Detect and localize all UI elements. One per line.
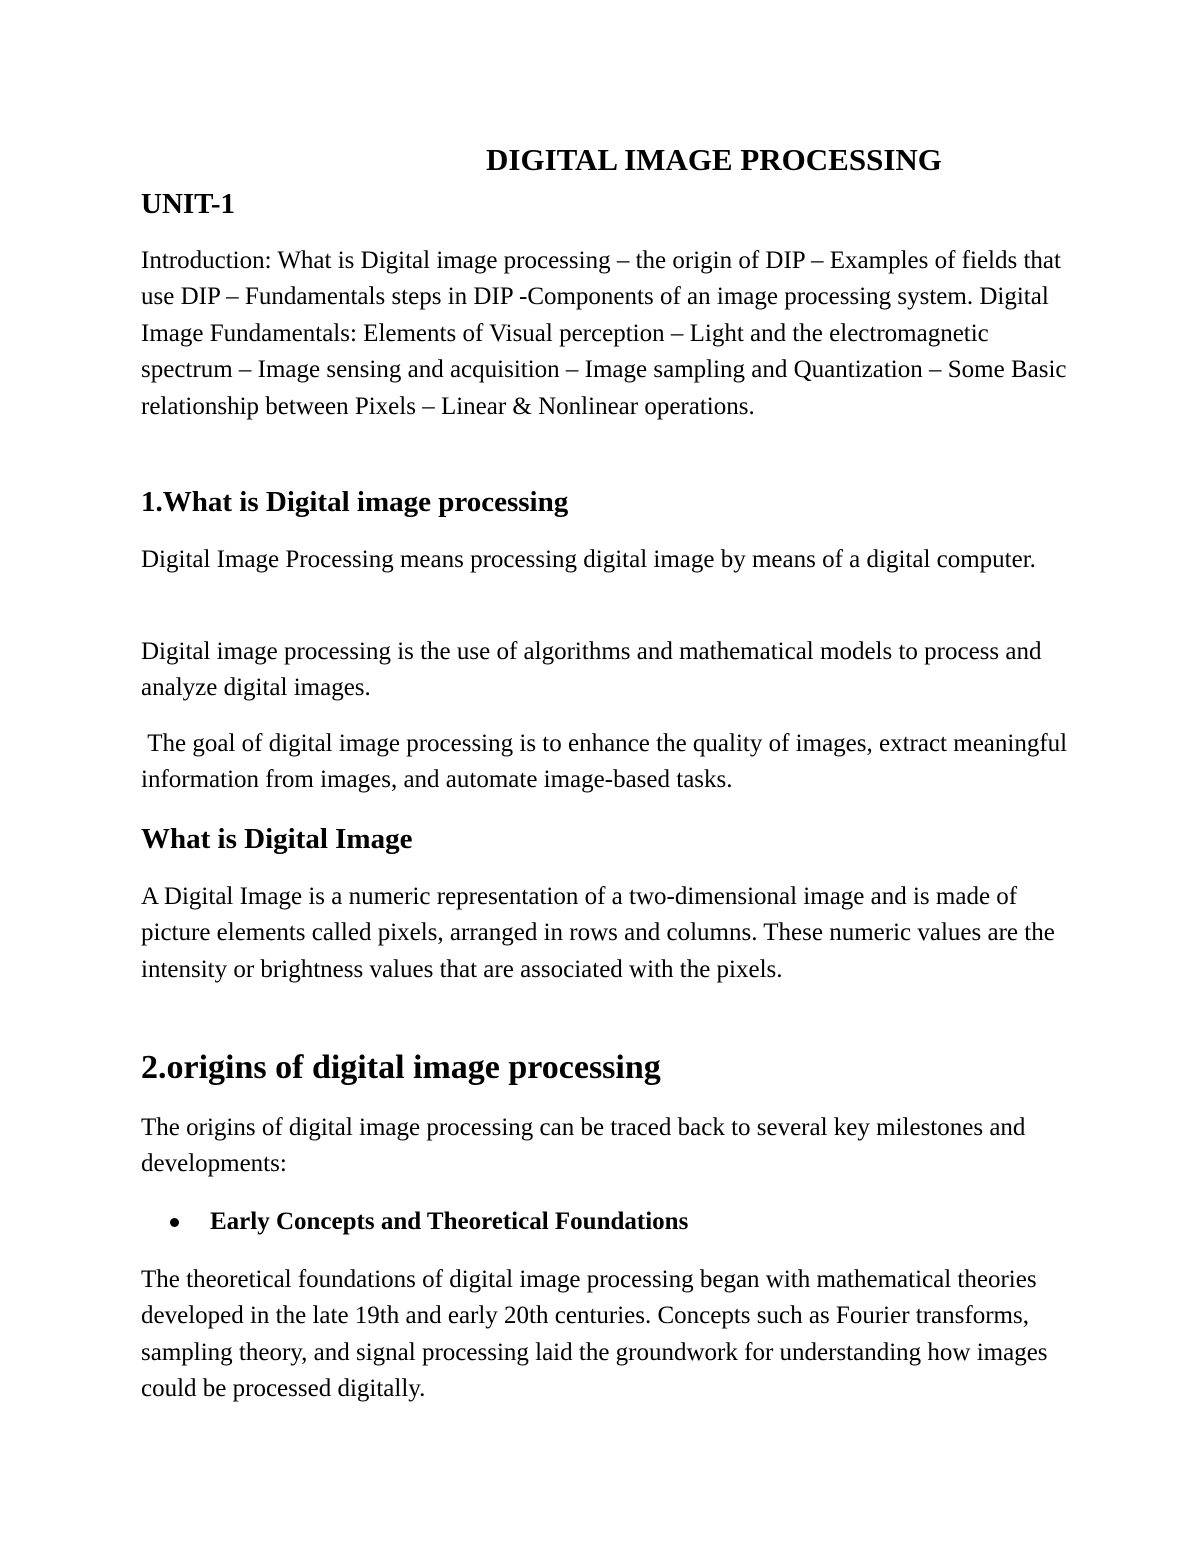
document-title: DIGITAL IMAGE PROCESSING bbox=[486, 142, 942, 177]
intro-paragraph: Introduction: What is Digital image processing – the origin of DIP – Examples of fields that use DIP – Fundamentals steps in DIP -Components of an image processing system. Digital Image Fundamentals: Elements of Visual perception – Light and the electromagnetic spectrum – Image sensing and acquisition – Image sampling and Quantization – Some Basic relationship between Pixels – Linear & Nonlinear operations. bbox=[141, 247, 1067, 420]
section-1-paragraph-1: Digital Image Processing means processing digital image by means of a digital computer. bbox=[141, 546, 1036, 573]
section-1-paragraph-2: Digital image processing is the use of algorithms and mathematical models to process and analyze digital images. bbox=[141, 638, 1042, 702]
bullet-icon bbox=[170, 1218, 179, 1227]
bullet-item bbox=[170, 1204, 688, 1240]
bullet-text: Early Concepts and Theoretical Foundations bbox=[210, 1208, 689, 1235]
section-1-paragraph-3: The goal of digital image processing is to enhance the quality of images, extract meaningful information from images, and automate image-based tasks. bbox=[141, 730, 1074, 794]
section-2-paragraph-2: The theoretical foundations of digital image processing began with mathematical theories developed in the late 19th and early 20th centuries. Concepts such as Fourier transforms, sampling theory, and signal processing laid the groundwork for understanding how images could be processed digitally. bbox=[141, 1266, 1048, 1403]
subsection-heading: What is Digital Image bbox=[141, 823, 413, 855]
section-2-paragraph-1: The origins of digital image processing can be traced back to several key milestones and developments: bbox=[141, 1114, 1026, 1178]
section-1-heading: 1.What is Digital image processing bbox=[141, 486, 569, 518]
subsection-paragraph: A Digital Image is a numeric representation of a two-dimensional image and is made of picture elements called pixels, arranged in rows and columns. These numeric values are the intensity or brightness values that are associated with the pixels. bbox=[141, 883, 1055, 983]
unit-heading: UNIT-1 bbox=[141, 188, 236, 220]
section-2-heading: 2.origins of digital image processing bbox=[141, 1049, 661, 1086]
